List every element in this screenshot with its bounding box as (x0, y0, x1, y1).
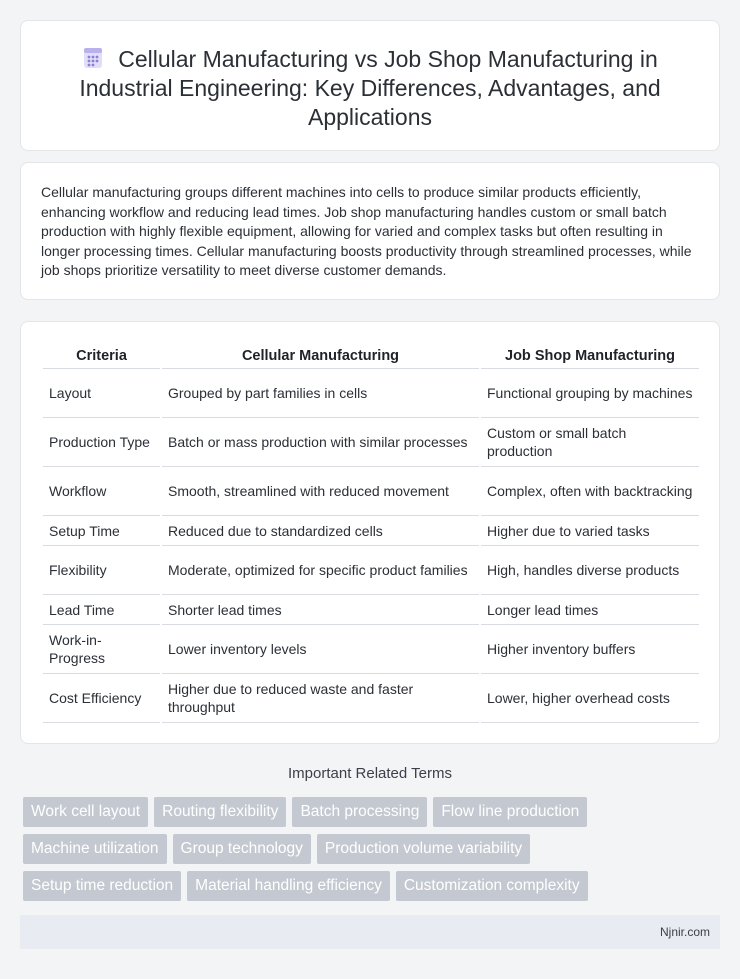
cell-job-shop: Longer lead times (481, 595, 699, 625)
table-header-row (43, 342, 699, 369)
tag-group-technology[interactable]: Group technology (173, 834, 311, 864)
cell-job-shop: Higher inventory buffers (481, 625, 699, 674)
cell-job-shop: Higher due to varied tasks (481, 516, 699, 546)
comparison-table (41, 342, 701, 723)
page-title (51, 45, 689, 132)
cell-criteria: Lead Time (43, 595, 160, 625)
table-row (43, 418, 699, 467)
cell-cellular: Lower inventory levels (162, 625, 479, 674)
cell-cellular: Smooth, streamlined with reduced movement (162, 467, 479, 516)
cell-criteria: Production Type (43, 418, 160, 467)
cell-cellular: Grouped by part families in cells (162, 369, 479, 418)
header-job-shop: Job Shop Manufacturing (481, 342, 699, 369)
cell-criteria: Work-in-Progress (43, 625, 160, 674)
tag-customization-complexity[interactable]: Customization complexity (396, 871, 588, 901)
title-card (20, 20, 720, 151)
cell-job-shop: Functional grouping by machines (481, 369, 699, 418)
page-title-text: Cellular Manufacturing vs Job Shop Manufacturing in Industrial Engineering: Key Differences, Advantages, and Applications (79, 46, 661, 130)
cell-criteria: Workflow (43, 467, 160, 516)
cell-cellular: Moderate, optimized for specific product families (162, 546, 479, 595)
table-row (43, 467, 699, 516)
intro-card (20, 162, 720, 300)
tag-work-cell-layout[interactable]: Work cell layout (23, 797, 148, 827)
tag-flow-line-production[interactable]: Flow line production (433, 797, 587, 827)
header-cellular: Cellular Manufacturing (162, 342, 479, 369)
tag-batch-processing[interactable]: Batch processing (292, 797, 427, 827)
tag-material-handling-efficiency[interactable]: Material handling efficiency (187, 871, 390, 901)
comparison-table-card (20, 321, 720, 744)
header-criteria: Criteria (43, 342, 160, 369)
tag-routing-flexibility[interactable]: Routing flexibility (154, 797, 286, 827)
table-row (43, 369, 699, 418)
cell-criteria: Cost Efficiency (43, 674, 160, 723)
tag-setup-time-reduction[interactable]: Setup time reduction (23, 871, 181, 901)
table-row (43, 516, 699, 546)
cell-job-shop: Custom or small batch production (481, 418, 699, 467)
table-row (43, 625, 699, 674)
tag-row (23, 834, 723, 864)
cell-job-shop: High, handles diverse products (481, 546, 699, 595)
related-terms-title: Important Related Terms (288, 765, 452, 782)
tag-row (23, 797, 723, 827)
tag-machine-utilization[interactable]: Machine utilization (23, 834, 167, 864)
cell-criteria: Flexibility (43, 546, 160, 595)
intro-paragraph: Cellular manufacturing groups different machines into cells to produce similar products efficiently, enhancing workflow and reducing lead times. Job shop manufacturing handles custom or small batch production with highly flexible equipment, allowing for varied and complex tasks but often resulting in longer processing times. Cellular manufacturing boosts productivity through streamlined processes, while job shops prioritize versatility to meet diverse customer demands. (41, 184, 692, 278)
related-terms-tags (23, 797, 723, 908)
cell-criteria: Layout (43, 369, 160, 418)
cell-job-shop: Complex, often with backtracking (481, 467, 699, 516)
cell-cellular: Reduced due to standardized cells (162, 516, 479, 546)
table-row (43, 595, 699, 625)
tag-row (23, 871, 723, 901)
cell-cellular: Higher due to reduced waste and faster throughput (162, 674, 479, 723)
footer (20, 915, 720, 949)
document-icon (82, 47, 104, 69)
tag-production-volume-variability[interactable]: Production volume variability (317, 834, 530, 864)
cell-job-shop: Lower, higher overhead costs (481, 674, 699, 723)
cell-cellular: Batch or mass production with similar processes (162, 418, 479, 467)
table-row (43, 546, 699, 595)
cell-criteria: Setup Time (43, 516, 160, 546)
footer-site-link[interactable]: Njnir.com (659, 925, 710, 939)
table-row (43, 674, 699, 723)
cell-cellular: Shorter lead times (162, 595, 479, 625)
